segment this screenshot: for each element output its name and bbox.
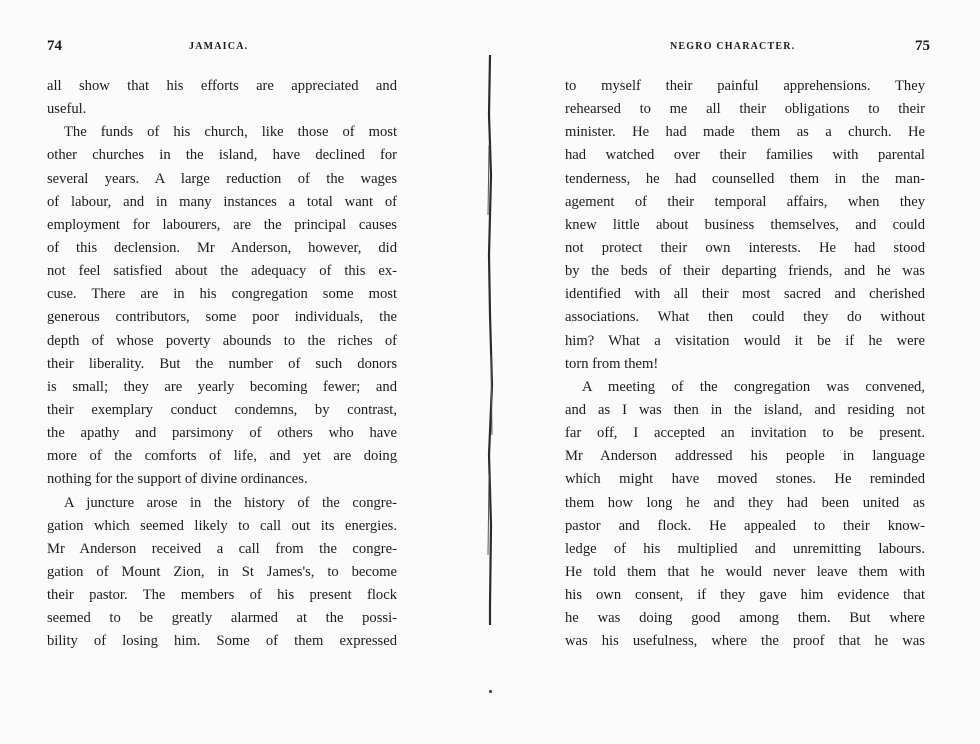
text-line: Mr Anderson addressed his people in language (565, 448, 925, 465)
text-line: torn from them! (565, 355, 659, 372)
text-line: their liberality. But the number of such donors (47, 355, 397, 372)
text-line: rehearsed to me all their obligations to their (565, 101, 925, 118)
right-running-head: NEGRO CHARACTER. (670, 41, 796, 52)
right-page-header (570, 36, 930, 56)
left-page-number: 74 (47, 38, 62, 54)
text-line: their pastor. The members of his present flock (47, 587, 397, 604)
text-line: Mr Anderson received a call from the congre- (47, 540, 397, 557)
text-line: A meeting of the congregation was convened, (582, 378, 925, 395)
text-line: other churches in the island, have declined for (47, 147, 397, 164)
text-line: bility of losing him. Some of them expressed (47, 633, 397, 650)
text-line: far off, I accepted an invitation to be present. (565, 425, 925, 442)
left-page-body (47, 75, 397, 654)
text-line: their exemplary conduct condemns, by contrast, (47, 401, 397, 418)
text-line: is small; they are yearly becoming fewer; and (47, 378, 397, 395)
book-gutter-crease (483, 55, 497, 625)
text-line: more of the comforts of life, and yet are doing (47, 448, 397, 465)
text-line: him? What a visitation would it be if he were (565, 332, 925, 349)
text-line: the apathy and parsimony of others who have (47, 425, 397, 442)
text-line: ledge of his multiplied and unremitting labours. (565, 540, 925, 557)
text-line: employment for labourers, are the principal causes (47, 216, 397, 233)
text-line: of this declension. Mr Anderson, however, did (47, 239, 397, 256)
text-line: of labour, and in many instances a total want of (47, 193, 397, 210)
text-line: by the beds of their departing friends, and he was (565, 263, 925, 280)
text-line: not protect their own interests. He had stood (565, 239, 925, 256)
text-line: The funds of his church, like those of most (64, 124, 397, 141)
left-page (0, 0, 470, 744)
left-running-head: JAMAICA. (189, 41, 249, 52)
text-line: useful. (47, 101, 87, 118)
print-speck (489, 690, 492, 693)
text-line: knew little about business themselves, and could (565, 216, 925, 233)
text-line: tenderness, he had counselled them in the man- (565, 170, 925, 187)
text-line: which might have moved stones. He reminded (565, 471, 925, 488)
text-line: He told them that he would never leave them with (565, 563, 925, 580)
text-line: cuse. There are in his congregation some most (47, 286, 397, 303)
right-page-body (565, 75, 925, 654)
text-line: to myself their painful apprehensions. They (565, 78, 925, 94)
text-line: them how long he and they had been united as (565, 494, 925, 511)
right-page-number: 75 (915, 38, 930, 54)
text-line: several years. A large reduction of the wages (47, 170, 397, 187)
text-line: had watched over their families with parental (565, 147, 925, 164)
text-line: nothing for the support of divine ordinances. (47, 471, 308, 488)
text-line: depth of whose poverty abounds to the riches of (47, 332, 397, 349)
right-page (500, 0, 980, 744)
text-line: he was doing good among them. But where (565, 610, 925, 627)
text-line: associations. What then could they do without (565, 309, 925, 326)
text-line: pastor and flock. He appealed to their know- (565, 517, 925, 534)
left-page-header (47, 36, 397, 56)
text-line: identified with all their most sacred and cherished (565, 286, 925, 303)
text-line: not feel satisfied about the adequacy of this ex- (47, 263, 397, 280)
text-line: A juncture arose in the history of the congre- (64, 494, 397, 511)
text-line: was his usefulness, where the proof that he was (565, 633, 925, 650)
text-line: seemed to be greatly alarmed at the possi- (47, 610, 397, 627)
text-line: and as I was then in the island, and residing not (565, 401, 925, 418)
text-line: minister. He had made them as a church. He (565, 124, 925, 141)
text-line: agement of their temporal affairs, when they (565, 193, 925, 210)
gutter-crease-graphic (483, 55, 497, 625)
text-line: gation which seemed likely to call out its energies. (47, 517, 397, 534)
text-line: his own consent, if they gave him evidence that (565, 587, 925, 604)
text-line: gation of Mount Zion, in St James's, to become (47, 563, 397, 580)
text-line: all show that his efforts are appreciated and (47, 78, 397, 94)
text-line: generous contributors, some poor individuals, the (47, 309, 397, 326)
